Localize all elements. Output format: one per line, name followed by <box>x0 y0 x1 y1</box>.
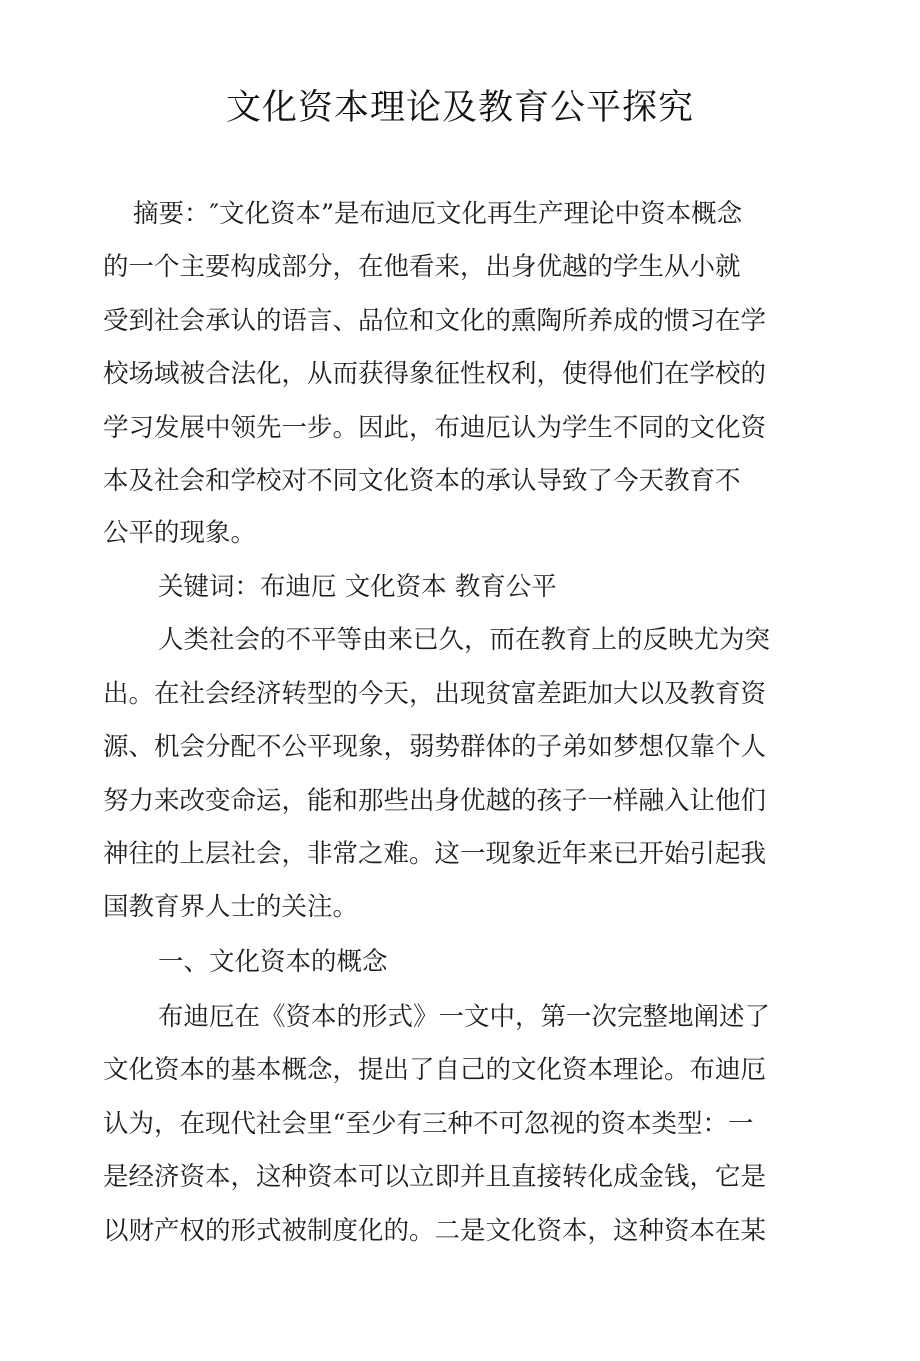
intro-line: 出。在社会经济转型的今天，出现贫富差距加大以及教育资 <box>103 679 767 709</box>
abstract-line: 受到社会承认的语言、品位和文化的熏陶所养成的惯习在学 <box>103 306 767 336</box>
section-body-line: 以财产权的形式被制度化的。二是文化资本，这种资本在某 <box>103 1216 767 1246</box>
intro-line: 源、机会分配不公平现象，弱势群体的子弟如梦想仅靠个人 <box>103 732 767 762</box>
section-body-line: 是经济资本，这种资本可以立即并且直接转化成金钱，它是 <box>103 1162 767 1192</box>
intro-line: 神往的上层社会，非常之难。这一现象近年来已开始引起我 <box>103 839 767 869</box>
abstract-line: 的一个主要构成部分，在他看来，出身优越的学生从小就 <box>103 252 741 282</box>
keywords-line: 关键词：布迪厄 文化资本 教育公平 <box>158 572 557 602</box>
abstract-line: 校场域被合法化，从而获得象征性权利，使得他们在学校的 <box>103 359 767 389</box>
abstract-line: 摘要：″文化资本”是布迪厄文化再生产理论中资本概念 <box>133 199 743 229</box>
section-body-line: 布迪厄在《资本的形式》一文中，第一次完整地阐述了 <box>158 1002 771 1032</box>
intro-line: 努力来改变命运，能和那些出身优越的孩子一样融入让他们 <box>103 786 767 816</box>
document-title: 文化资本理论及教育公平探究 <box>225 88 694 128</box>
intro-line: 国教育界人士的关注。 <box>103 892 359 922</box>
abstract-line: 学习发展中领先一步。因此，布迪厄认为学生不同的文化资 <box>103 413 767 443</box>
intro-line: 人类社会的不平等由来已久，而在教育上的反映尤为突 <box>158 625 771 655</box>
section-body-line: 文化资本的基本概念，提出了自己的文化资本理论。布迪厄 <box>103 1055 767 1085</box>
section-heading: 一、文化资本的概念 <box>158 947 388 977</box>
section-body-line: 认为，在现代社会里“至少有三种不可忽视的资本类型：一 <box>103 1109 754 1139</box>
abstract-line: 本及社会和学校对不同文化资本的承认导致了今天教育不 <box>103 466 741 496</box>
abstract-line: 公平的现象。 <box>103 518 257 548</box>
